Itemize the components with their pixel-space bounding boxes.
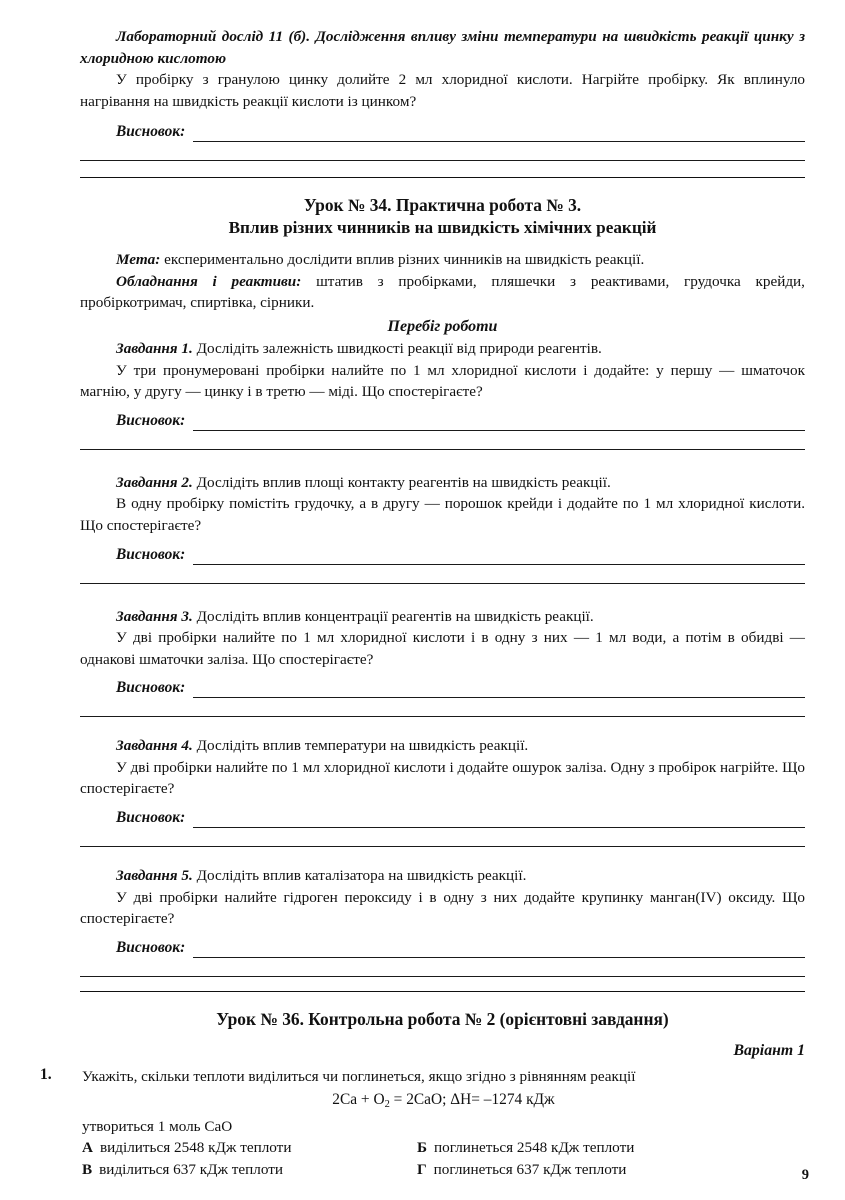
- answer-rule-line[interactable]: [193, 812, 805, 828]
- formula-subscript: 2: [384, 1098, 390, 1110]
- task-1-heading: [80, 338, 805, 360]
- task-5-heading: [80, 865, 805, 887]
- option-text: виділиться 637 кДж теплоти: [99, 1160, 284, 1178]
- task-label: Завдання 4.: [116, 737, 193, 755]
- page-content: [40, 0, 805, 1180]
- question-number: 1.: [40, 1066, 52, 1084]
- conclusion-label: Висновок:: [116, 411, 186, 429]
- lab-experiment-title: Дослідження впливу зміни температури на швидкість реакції цинку з хлоридною кислотою: [80, 28, 805, 67]
- question-body: [82, 1066, 805, 1180]
- task-5-conclusion: [80, 938, 805, 958]
- task-3-conclusion: [80, 678, 805, 698]
- option-row: [82, 1159, 805, 1181]
- task-2-heading: [80, 472, 805, 494]
- task-4-instruction: У дві пробірки налийте по 1 мл хлоридної кислоти і додайте ошурок заліза. Одну з пробірок нагрійте. Що спостерігаєте?: [80, 758, 805, 798]
- conclusion-label: Висновок:: [116, 545, 186, 563]
- equipment-label: Обладнання і реактиви:: [116, 272, 302, 290]
- task-title: Дослідіть вплив концентрації реагентів на швидкість реакції.: [192, 607, 594, 625]
- task-3-instruction: У дві пробірки налийте по 1 мл хлоридної кислоти і в одну з них — 1 мл води, а потім в обидві — однакові шматочки заліза. Що спостерігаєте?: [80, 629, 805, 668]
- task-4-heading: [80, 735, 805, 757]
- answer-rule-line[interactable]: [193, 415, 805, 431]
- question-1: [40, 1066, 805, 1180]
- answer-rule-line[interactable]: [193, 682, 805, 698]
- answer-rule-line[interactable]: [193, 126, 805, 142]
- aim-label: Мета:: [116, 251, 161, 269]
- aim-paragraph: [80, 249, 805, 271]
- option-row: [82, 1137, 805, 1159]
- task-title: Дослідіть вплив площі контакту реагентів на швидкість реакції.: [192, 473, 611, 491]
- lab-experiment-heading: [80, 26, 805, 69]
- conclusion-label: Висновок:: [116, 123, 186, 141]
- task-2-instruction: В одну пробірку помістіть грудочку, а в другу — порошок крейди і додайте по 1 мл хлоридної кислоти. Що спостерігаєте?: [80, 495, 805, 534]
- option-g[interactable]: [417, 1159, 626, 1181]
- conclusion-label: Висновок:: [116, 938, 186, 956]
- lab-experiment-instruction: У пробірку з гранулою цинку долийте 2 мл хлоридної кислоти. Нагрійте пробірку. Як вплинуло нагрівання на швидкість реакції кислоти із цинком?: [80, 71, 805, 110]
- lab-experiment-conclusion: [80, 122, 805, 142]
- option-letter: В: [82, 1160, 93, 1178]
- equipment-text: штатив з пробірками, пляшечки з реактивами, грудочка крейди, пробіркотримач, спиртівка, сірники.: [80, 272, 805, 312]
- task-label: Завдання 2.: [116, 473, 193, 491]
- option-v[interactable]: [82, 1159, 417, 1181]
- task-3-heading: [80, 606, 805, 628]
- page-number: 9: [801, 1167, 809, 1183]
- control-work-heading: Урок № 36. Контрольна робота № 2 (орієнтовні завдання): [216, 1008, 669, 1029]
- practical-work-heading-line2: Вплив різних чинників на швидкість хімічних реакцій: [228, 217, 657, 237]
- task-4-conclusion: [80, 808, 805, 828]
- question-continuation: утвориться 1 моль CaO: [82, 1117, 233, 1135]
- task-label: Завдання 5.: [116, 867, 193, 885]
- task-5-instruction: У дві пробірки налийте гідроген пероксиду і в одну з них додайте крупинку манган(IV) оксиду. Що спостерігаєте?: [80, 888, 805, 928]
- formula-part-1: 2Ca + O: [332, 1091, 385, 1108]
- variant-label: Варіант 1: [733, 1042, 805, 1060]
- answer-rule-line[interactable]: [193, 549, 805, 565]
- answer-rule-line[interactable]: [193, 942, 805, 958]
- equipment-paragraph: [80, 271, 805, 314]
- task-label: Завдання 3.: [116, 607, 193, 625]
- formula-part-2: = 2CaO; ΔH= –1274 кДж: [389, 1091, 555, 1108]
- task-label: Завдання 1.: [116, 340, 193, 358]
- option-text: виділиться 2548 кДж теплоти: [99, 1138, 292, 1156]
- task-2-conclusion: [80, 545, 805, 565]
- answer-options: [82, 1137, 805, 1180]
- option-text: поглинеться 2548 кДж теплоти: [434, 1138, 635, 1156]
- option-letter: Б: [417, 1138, 428, 1156]
- task-1-conclusion: [80, 411, 805, 431]
- conclusion-label: Висновок:: [116, 679, 186, 697]
- option-a[interactable]: [82, 1137, 417, 1159]
- task-title: Дослідіть вплив температури на швидкість реакції.: [192, 737, 529, 755]
- practical-work-heading-line1: Урок № 34. Практична робота № 3.: [303, 195, 582, 216]
- chemical-equation: [82, 1091, 805, 1110]
- conclusion-label: Висновок:: [116, 809, 186, 827]
- task-title: Дослідіть вплив каталізатора на швидкість реакції.: [192, 867, 527, 885]
- progress-heading: Перебіг роботи: [387, 318, 498, 336]
- lab-experiment-label: Лабораторний дослід 11 (б).: [116, 28, 311, 45]
- task-title: Дослідіть залежність швидкості реакції від природи реагентів.: [192, 340, 602, 358]
- question-stem: Укажіть, скільки теплоти виділиться чи поглинеться, якщо згідно з рівнянням реакції: [82, 1068, 636, 1086]
- option-text: поглинеться 637 кДж теплоти: [433, 1160, 627, 1178]
- option-letter: Г: [417, 1160, 427, 1178]
- task-1-instruction: У три пронумеровані пробірки налийте по 1 мл хлоридної кислоти і додайте: у першу — шматочок магнію, у другу — цинку і в третю — міді. Що спостерігаєте?: [80, 361, 805, 401]
- option-letter: А: [82, 1138, 93, 1156]
- aim-text: експериментально дослідити вплив різних чинників на швидкість реакції.: [160, 251, 645, 269]
- option-b[interactable]: [417, 1137, 634, 1159]
